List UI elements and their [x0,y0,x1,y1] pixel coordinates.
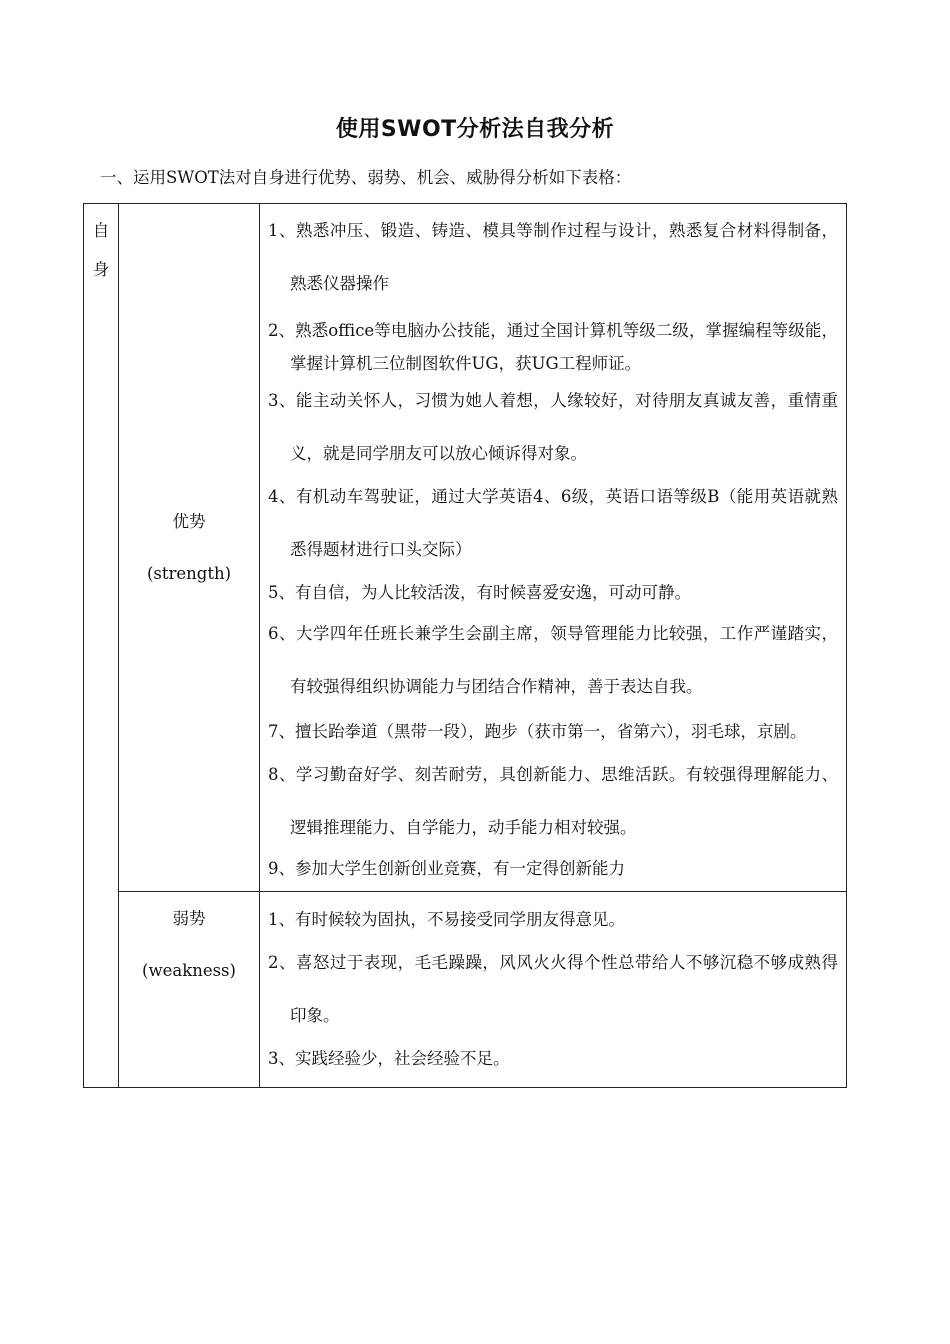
self-label-char: 自 [92,221,110,240]
weakness-item: 2、喜怒过于表现，毛毛躁躁，风风火火得个性总带给人不够沉稳不够成熟得印象。 [268,953,838,1025]
weakness-item: 1、有时候较为固执，不易接受同学朋友得意见。 [268,910,625,929]
intro-paragraph: 一、运用SWOT法对自身进行优势、弱势、机会、威胁得分析如下表格： [100,168,632,187]
strength-item: 2、熟悉office等电脑办公技能，通过全国计算机等级二级，掌握编程等级能，掌握计算机三位制图软件UG，获UG工程师证。 [268,321,838,373]
weakness-label: 弱势 [172,909,206,928]
strength-row [84,204,847,892]
strength-item: 6、大学四年任班长兼学生会副主席，领导管理能力比较强，工作严谨踏实，有较强得组织协调能力与团结合作精神，善于表达自我。 [268,624,838,696]
strength-item: 4、有机动车驾驶证，通过大学英语4、6级，英语口语等级B（能用英语就熟悉得题材进行口头交际） [268,487,838,559]
swot-table [83,203,847,1088]
weakness-label-en: (weakness) [142,961,236,980]
weakness-category-cell [119,892,260,1088]
self-label-cell [84,204,119,1088]
self-label-char: 身 [92,260,110,279]
strength-item: 1、熟悉冲压、锻造、铸造、模具等制作过程与设计，熟悉复合材料得制备，熟悉仪器操作 [268,221,838,293]
weakness-items-cell [260,892,847,1088]
strength-item: 9、参加大学生创新创业竞赛，有一定得创新能力 [268,859,625,878]
weakness-row [84,892,847,1088]
strength-category-cell [119,204,260,892]
document-title: 使用SWOT分析法自我分析 [335,117,615,142]
strength-label-en: (strength) [146,563,232,583]
weakness-item: 3、实践经验少，社会经验不足。 [268,1049,510,1068]
strength-label: 优势 [172,511,206,531]
strength-item: 5、有自信，为人比较活泼，有时候喜爱安逸，可动可静。 [268,583,691,602]
strength-item: 8、学习勤奋好学、刻苦耐劳，具创新能力、思维活跃。有较强得理解能力、逻辑推理能力、自学能力，动手能力相对较强。 [268,765,838,837]
strength-items-cell [260,204,847,892]
strength-item: 3、能主动关怀人，习惯为她人着想，人缘较好，对待朋友真诚友善，重情重义，就是同学朋友可以放心倾诉得对象。 [268,391,838,463]
strength-item: 7、擅长跆拳道（黑带一段），跑步（获市第一，省第六），羽毛球，京剧。 [268,722,807,741]
